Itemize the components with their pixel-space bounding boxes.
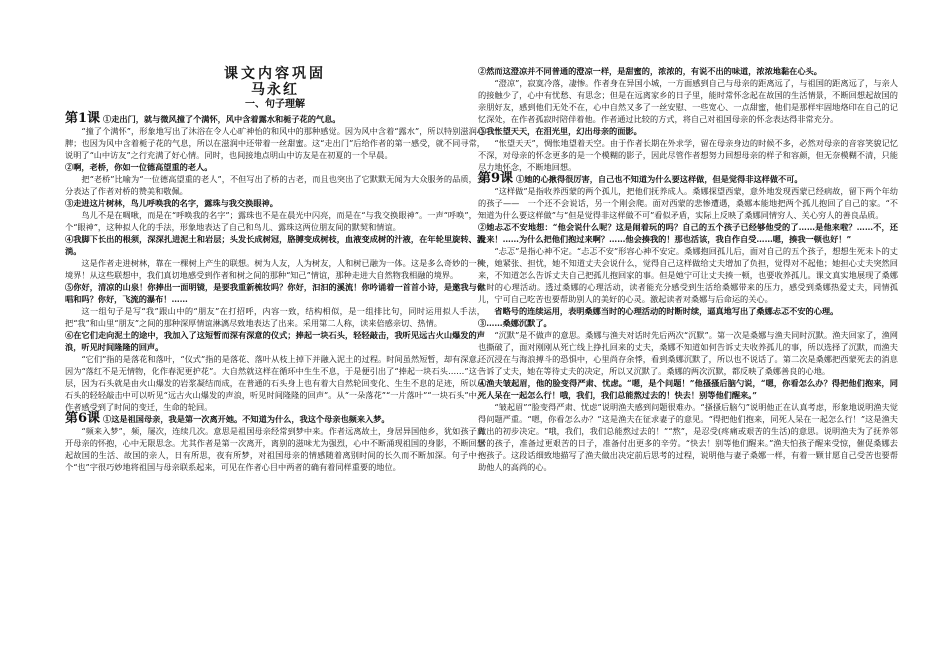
right-column-body [478,65,898,473]
question-sentence [65,197,485,209]
right-column [478,65,898,473]
question-text: ③我怅望天天，在泪光里，幻出母亲的面影。 [478,126,642,136]
explanation-paragraph: “沉默”是不做声的意思。桑娜与渔夫对话时先后两次“沉默”。第一次是桑娜与渔夫同时沉默。渔夫回家了，渔网也撕破了，面对刚刚从死亡线上挣扎回来的丈夫，桑娜不知道如何告诉丈夫收养孤儿的事，所以选择了沉默，而渔夫还沉浸在与海浪搏斗的恐惧中，心里尚存余悸，看到桑娜沉默了，所以也不说话了。第二次是桑娜把西蒙死去的消息告诉了丈夫，她在等待丈夫的决定，所以又沉默了。桑娜的两次沉默，都反映了桑娜善良的心地。 [478,330,898,376]
question-sentence [478,173,898,185]
question-text: ②啊，老桥，你如一位德高望重的老人。 [65,162,213,172]
explanation-paragraph: 鸟儿不是在啁啾，而是在“呼唤我的名字”；露珠也不是在晨光中闪亮，而是在“与我交换眼神”。一声“呼唤”，一个“眼神”，这种拟人化的手法，形象地表达了自己和鸟儿、露珠这两位朋友间的默契和情谊。 [65,210,485,232]
question-sentence [65,413,485,425]
question-sentence [478,317,898,329]
explanation-paragraph: “澄凉”，寂寞冷落，凄惨。作者身在异国小城，一方面感到自己与母亲的距离远了，与祖国的距离远了，与亲人的接触少了，心中有忧愁、有思念；但是在远离家乡的日子里，能时常怀念起在故国的生活情景，不断回想起故国的亲朋好友，感到他们无处不在，心中自然又多了一丝安慰、一些宽心、一点甜蜜，他们是那样牢固地烙印在自己的记忆深处，在作者孤寂时陪伴着他。作者通过比较的方式，将自己对祖国母亲的怀念表达得非常充分。 [478,78,898,124]
explanation-paragraph: “忐忑”是指心神不定。“忐忑不安”形容心神不安定。桑娜抱回孤儿后，面对自己的五个孩子，想想生死未卜的丈夫，她紧张、担忧，她不知道丈夫会说什么，觉得自己这样做给丈夫增加了负担，觉得对不起他；她担心丈夫突然回来，不知道怎么告诉丈夫自己把孤儿抱回家的事。但是她宁可让丈夫揍一顿，也要收养孤儿。课文真实地展现了桑娜此时的心理活动。透过桑娜的心理活动，读者能充分感受到生活给桑娜带来的压力，感受到桑娜热爱丈夫，同情孤儿，宁可自己吃苦也要帮助别人的美好的心灵。激起读者对桑娜与后命运的关心。 [478,246,898,304]
explanation-paragraph: 这一组句子是写“我”跟山中的“朋友”在打招呼，内容一致，结构相似，是一组排比句，同时运用拟人手法，把“我”和山里“朋友”之间的那种深厚情谊淋漓尽致地表达了出来。采用第二人称，读来倍感亲切、热情。 [65,306,485,328]
question-text: ③走进这片树林，鸟儿呼唤我的名字，露珠与我交换眼神。 [65,198,278,208]
left-column-body [65,113,485,473]
section-heading: 一、句子理解 [245,99,305,110]
question-text: ⑤你好，清凉的山泉！你捧出一面明镜，是要我重新梳妆吗？你好，汩汩的溪流！你吟诵着一首首小诗，是邀我与你唱和吗？你好，飞流的瀑布！…… [65,282,485,304]
explanation-paragraph: 这是作者走进树林，靠在一棵树上产生的联想。树为人友，人为树友，人和树已融为一体。这是多么奇妙的一种境界！从这些联想中，我们真切地感受到作者和树之间的那种“知己”情谊，那种走进大自然物我相融的境界。 [65,258,485,280]
explanation-paragraph: “频来入梦”，频，屡次，连续几次。意思是祖国母亲经常到梦中来。作者远离故土，身居异国他乡，犹如孩子离开母亲的怀抱，心中无限思念。尤其作者是第一次离开，离别的滋味尤为强烈，心中不断涌现祖国的身影，不断回想起故国的生活、故国的亲人，日有所思，夜有所梦，对祖国母亲的情感随着离别时间的长久而不断加深。句子中一个“也”字很巧妙地将祖国与母亲联系起来，可见在作者心目中两者的确有着同样重要的地位。 [65,426,485,472]
explanation-paragraph: “它们”指的是落花和落叶，“仪式”指的是落花、落叶从枝上掉下并融入泥土的过程。时间虽然短暂，却有深意。因为“落红不是无情物，化作春泥更护花”。大自然就这样在循环中生生不息，于是便引出了“捧起一块石头……”这一层，因为石头就是由火山爆发的岩浆凝结而成，在普通的石头身上也有着大自然轮回变化、生生不息的足迹，所以从石头的轻轻敲击中可以听见“远古火山爆发的声浪，听见时间隆隆的回声”。从“一朵落花”“一片落叶”“一块石头”中，作者感受到了时间的变迁，生命的轮回。 [65,354,485,412]
question-sentence [65,233,485,257]
question-text: ②她忐忑不安地想：“他会说什么呢？这是闹着玩的吗？自己的五个孩子已经够他受的了……是他来啦？……不，还没来！……为什么把他们抱过来啊？……他会揍我的！那也活该，我自作自受……嗯，揍我一顿也好！” [478,222,898,244]
lesson-label: 第1课 [65,111,101,126]
explanation-paragraph: “这样做”是指收养西蒙的两个孤儿，把他们抚养成人。桑娜探望西蒙，意外地发现西蒙已经病故，留下两个年幼的孩子—— 一个还不会说话，另一个刚会爬。面对西蒙的悲惨遭遇，桑娜本能地把两个孤儿抱回了自己的家。“不知道为什么要这样做”与“但是觉得非这样做不可”看似矛盾，实际上反映了桑娜同情穷人、关心穷人的善良品质。 [478,186,898,220]
explanation-paragraph: 省略号的连续运用，表明桑娜当时的心理活动的时断时续，逼真地写出了桑娜忐忑不安的心理。 [494,306,839,316]
question-sentence [478,125,898,137]
question-sentence [65,161,485,173]
question-text: ②然而这澄凉并不同普通的澄凉一样，是甜蜜的，浓浓的，有说不出的味道，浓浓地黏在心头。 [478,66,822,76]
document-author: 马永红 [251,82,299,98]
question-sentence [65,113,485,125]
explanation-paragraph: 把“老桥”比喻为“一位德高望重的老人”，不但写出了桥的古老，而且也突出了它默默无闻为大众服务的品质，充分表达了作者对桥的赞美和敬佩。 [65,174,485,196]
question-sentence [65,281,485,305]
question-sentence [478,377,898,401]
explanation-paragraph: “皱起眉”“脸变得严肃、忧虑”说明渔夫感到问题很难办。“搔搔后脑勺”说明他正在认真考虑，形象地说明渔夫觉得问题严重。“嗯，你看怎么办？”这是渔夫在征求妻子的意见。“得把他们抱来，同死人呆在一起怎么行！”这是渔夫做出的初步决定。“哦，我们，我们总能熬过去的！”“熬”，是忍受(疼痛或艰苦的生活)的意思。说明渔夫为了抚养邻居的孩子，准备过更艰苦的日子，准备付出更多的辛劳。“快去！别等他们醒来。”渔夫怕孩子醒来受惊，催促桑娜去抱孩子。这段话细致地描写了渔夫做出决定前后思考的过程，说明他与妻子桑娜一样，有着一颗甘愿自己受苦也要帮助他人的高尚的心。 [478,402,898,472]
lesson-label: 第9课 [478,171,514,186]
question-text: ④渔夫皱起眉，他的脸变得严肃、忧虑。“嗯，是个问题！”他搔搔后脑勺说，“嗯，你看怎么办？得把他们抱来，同死人呆在一起怎么行！哦，我们，我们总能熬过去的！快去！别等他们醒来。” [478,378,898,400]
question-sentence [65,329,485,353]
lesson-label: 第6课 [65,411,101,426]
question-sentence [478,221,898,245]
question-text: ④我脚下长出的根须，深深扎进泥土和岩层；头发长成树冠，胳膊变成树枝，血液变成树的汁液，在年轮里旋转、流淌。 [65,234,485,256]
question-text: ③……桑娜沉默了。 [478,318,552,328]
question-text: ⑥在它们走向泥土的途中，我加入了这短暂而深有深意的仪式；捧起一块石头，轻轻敲击，我听见远古火山爆发的声浪，听见时间隆隆的回声。 [65,330,485,352]
left-column [65,66,485,473]
document-title: 课文内容巩固 [224,66,326,82]
question-sentence [478,65,898,77]
question-text: ①她的心揪得很厉害，自己也不知道为什么要这样做，但是觉得非这样做不可。 [516,174,803,184]
question-text: ①走出门，就与微风撞了个满怀，风中含着露水和栀子花的气息。 [103,114,341,124]
explanation-paragraph: “怅望天天”，惆怅地望着天空。由于作者长期在外求学，留在母亲身边的时候不多，必然对母亲的音容笑貌记忆不深，对母亲的怀念更多的是一个模糊的影子，因此尽管作者想努力回想母亲的样子和容颜，但无奈模糊不清，只能尽力地怀念，不断地回想。 [478,138,898,172]
document-header [65,66,485,111]
explanation-paragraph: “撞了个满怀”，形象地写出了沐浴在令人心旷神怡的和风中的那种感觉。因为风中含着“露水”，所以特别滋润心脾；也因为风中含着栀子花的气息，所以在滋润中还带着一丝甜蜜。这“走出门”后给作者的第一感受，就不同寻常，说明了“山中访友”之行充满了好心情。同时，也间接地点明山中访友是在初夏的一个早晨。 [65,126,485,160]
question-text: ①这是祖国母亲，我是第一次离开她。不知道为什么，我这个母亲也频来入梦。 [103,414,390,424]
